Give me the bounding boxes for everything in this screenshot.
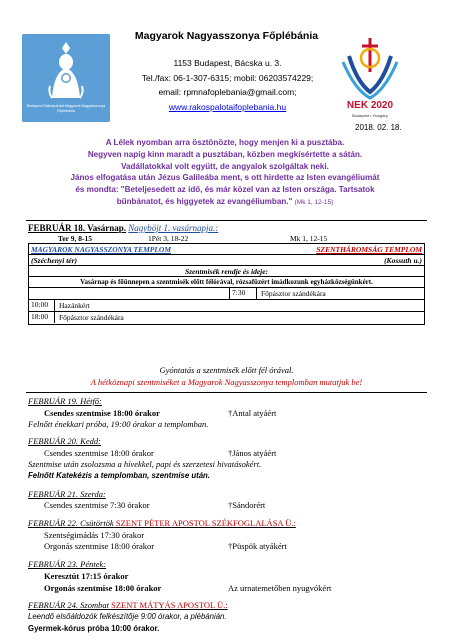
table-row: [29, 312, 424, 324]
sunday-date: FEBRUÁR 18. Vasárnap.: [28, 223, 127, 233]
mass-line: [28, 583, 425, 593]
parish-title: Magyarok Nagyasszonya Főplébánia: [134, 30, 319, 42]
day-heading: [28, 600, 228, 610]
place-right: (Kossuth u.): [384, 256, 422, 265]
mass-text: Csendes szentmise 7:30 órakor: [44, 500, 150, 510]
feast-name: SZENT MÁTYÁS APOSTOL Ü.:: [111, 600, 228, 610]
mass-line: [28, 448, 425, 458]
mass-text: Orgonás szentmise 18:00 órakor: [44, 541, 155, 551]
mass-text: Csendes szentmise 18:00 órakor: [44, 448, 154, 458]
day-heading: FEBRUÁR 21. Szerda:: [28, 489, 106, 499]
mass-time: 18:00: [29, 312, 55, 323]
day-note: Szentmise után zsolozsma a hívekkel, papi és szerzetesi hivatásokért.: [28, 459, 262, 469]
nek-title: NEK 2020: [346, 100, 394, 111]
quote-line: és mondta: "Beteljesedett az idő, és már közel van az Isten országa. Tartsatok: [75, 185, 375, 195]
table-row: [29, 300, 424, 312]
right-mass-text: Főpásztor szándékára: [261, 289, 326, 298]
eucharistic-congress-icon: [335, 32, 405, 100]
day-heading: [28, 518, 296, 528]
sunday-name: Nagyböjt 1. vasárnapja.:: [128, 223, 219, 233]
quote-line: János elfogatása után Jézus Galileába ment, s ott hirdette az Isten evangéliumát: [70, 173, 380, 183]
mass-schedule-table: [28, 243, 425, 325]
quote-line: bűnbánatot, és higgyetek az evangéliumban.": [116, 196, 293, 206]
phone: Tel./fax: 06-1-307-6315; mobil: 06203574229;: [141, 72, 314, 83]
mass-intention: †Antal atyáért: [228, 408, 277, 418]
day-heading: FEBRUÁR 23. Péntek:: [28, 559, 107, 569]
quote-line: Vadállatokkal volt együtt, de angyalok szolgáltak neki.: [121, 161, 329, 171]
quote-line: Negyven napig kinn maradt a pusztában, közben megkísértette a sátán.: [87, 149, 363, 159]
mass-line: [28, 500, 425, 510]
day-note: Felnőtt Katekézis a templomban, szentmise után.: [28, 471, 210, 480]
mass-text: Orgonás szentmise 18:00 órakor: [44, 583, 162, 593]
reading-2: 1Pét 3, 18-22: [148, 234, 189, 243]
mass-time: 10:00: [29, 300, 55, 311]
divider: [26, 220, 427, 221]
mass-line: [28, 541, 425, 551]
mass-text: Csendes szentmise 18:00 órakor: [44, 408, 160, 418]
church-right: SZENTHÁROMSÁG TEMPLOM: [316, 245, 422, 254]
mass-intention: Hazánkért: [59, 301, 90, 310]
sunday-heading: [28, 223, 218, 233]
day-note: Gyermek-kórus próba 10:00 órakor.: [28, 624, 160, 633]
day-title: FEBRUÁR 22. Csütörtök: [28, 518, 114, 528]
adoration-line: [28, 530, 425, 540]
logo-caption: Budapest-Rákospalotai Magyarok Nagyasszonya Főplébánia: [26, 104, 106, 113]
order-title: Szentmisék rendje és ideje:: [184, 267, 269, 276]
reading-1: Ter 9, 8-15: [58, 234, 92, 243]
reading-3: Mk 1, 12-15: [290, 234, 328, 243]
quote-line: A Lélek nyomban arra ösztönözte, hogy menjen ki a pusztába.: [105, 138, 345, 147]
quote-reference: (Mk 1, 12-15): [294, 198, 334, 206]
place-left: (Széchenyi tér): [31, 256, 78, 265]
day-heading: FEBRUÁR 19. Hétfő:: [28, 396, 102, 406]
mass-intention: †Püspök atyákért: [228, 541, 287, 551]
table-row: [29, 288, 424, 300]
parish-logo: [22, 34, 110, 122]
stations-text: Keresztút 17:15 órakor: [44, 571, 129, 581]
table-row: [29, 244, 424, 255]
divider: [26, 392, 427, 393]
right-mass-time: 7:30: [229, 288, 257, 299]
mass-intention: †Sándorért: [228, 500, 266, 510]
website-link[interactable]: www.rakospalotaifoplebania.hu: [168, 101, 287, 112]
table-row: [29, 266, 424, 277]
day-note: Felnőtt énekkari próba, 19:00 órakor a templomban.: [28, 419, 209, 429]
mass-intention: Az urnatemetőben nyugvókért: [228, 583, 332, 593]
day-heading: FEBRUÁR 20. Kedd:: [28, 436, 101, 446]
mass-line: [28, 408, 425, 418]
email: email: rpmnafoplebania@gmail.com;: [158, 87, 297, 97]
feast-name: SZENT PÉTER APOSTOL SZÉKFOGLALÁSA Ü.:: [115, 518, 296, 528]
church-left: MAGYAROK NAGYASSZONYA TEMPLOM: [31, 245, 172, 254]
mass-intention: Főpásztor szándékára: [59, 313, 124, 322]
adoration-text: Szentségimádás 17:30 órakor: [44, 530, 145, 540]
confession-note: Gyóntatás a szentmisék előtt fél órával.: [159, 365, 294, 375]
weekday-notice: A hétköznapi szentmiséket a Magyarok Nagyasszonya templomban mutatjuk be!: [90, 377, 363, 387]
table-row: [29, 255, 424, 266]
day-title: FEBRUÁR 24. Szombat: [28, 600, 109, 610]
address: 1153 Budapest, Bácska u. 3.: [173, 58, 282, 68]
mass-intention: †János atyáért: [228, 448, 277, 458]
nek-subtitle: Budapest • Hungary: [352, 113, 388, 118]
stations-line: [28, 571, 425, 581]
rosary-notice: Vasárnap és főünnepen a szentmisék előtt félórával, rózsafüzért imádkozunk egyházközségünkért.: [80, 278, 373, 286]
table-row: [29, 277, 424, 288]
day-note: Leendő elsőáldozók felkészítője 9:00 órakor, a plébánián.: [28, 612, 227, 621]
gospel-quote: [45, 137, 405, 209]
bulletin-date: 2018. 02. 18.: [355, 123, 402, 132]
contact-block: [130, 56, 325, 114]
